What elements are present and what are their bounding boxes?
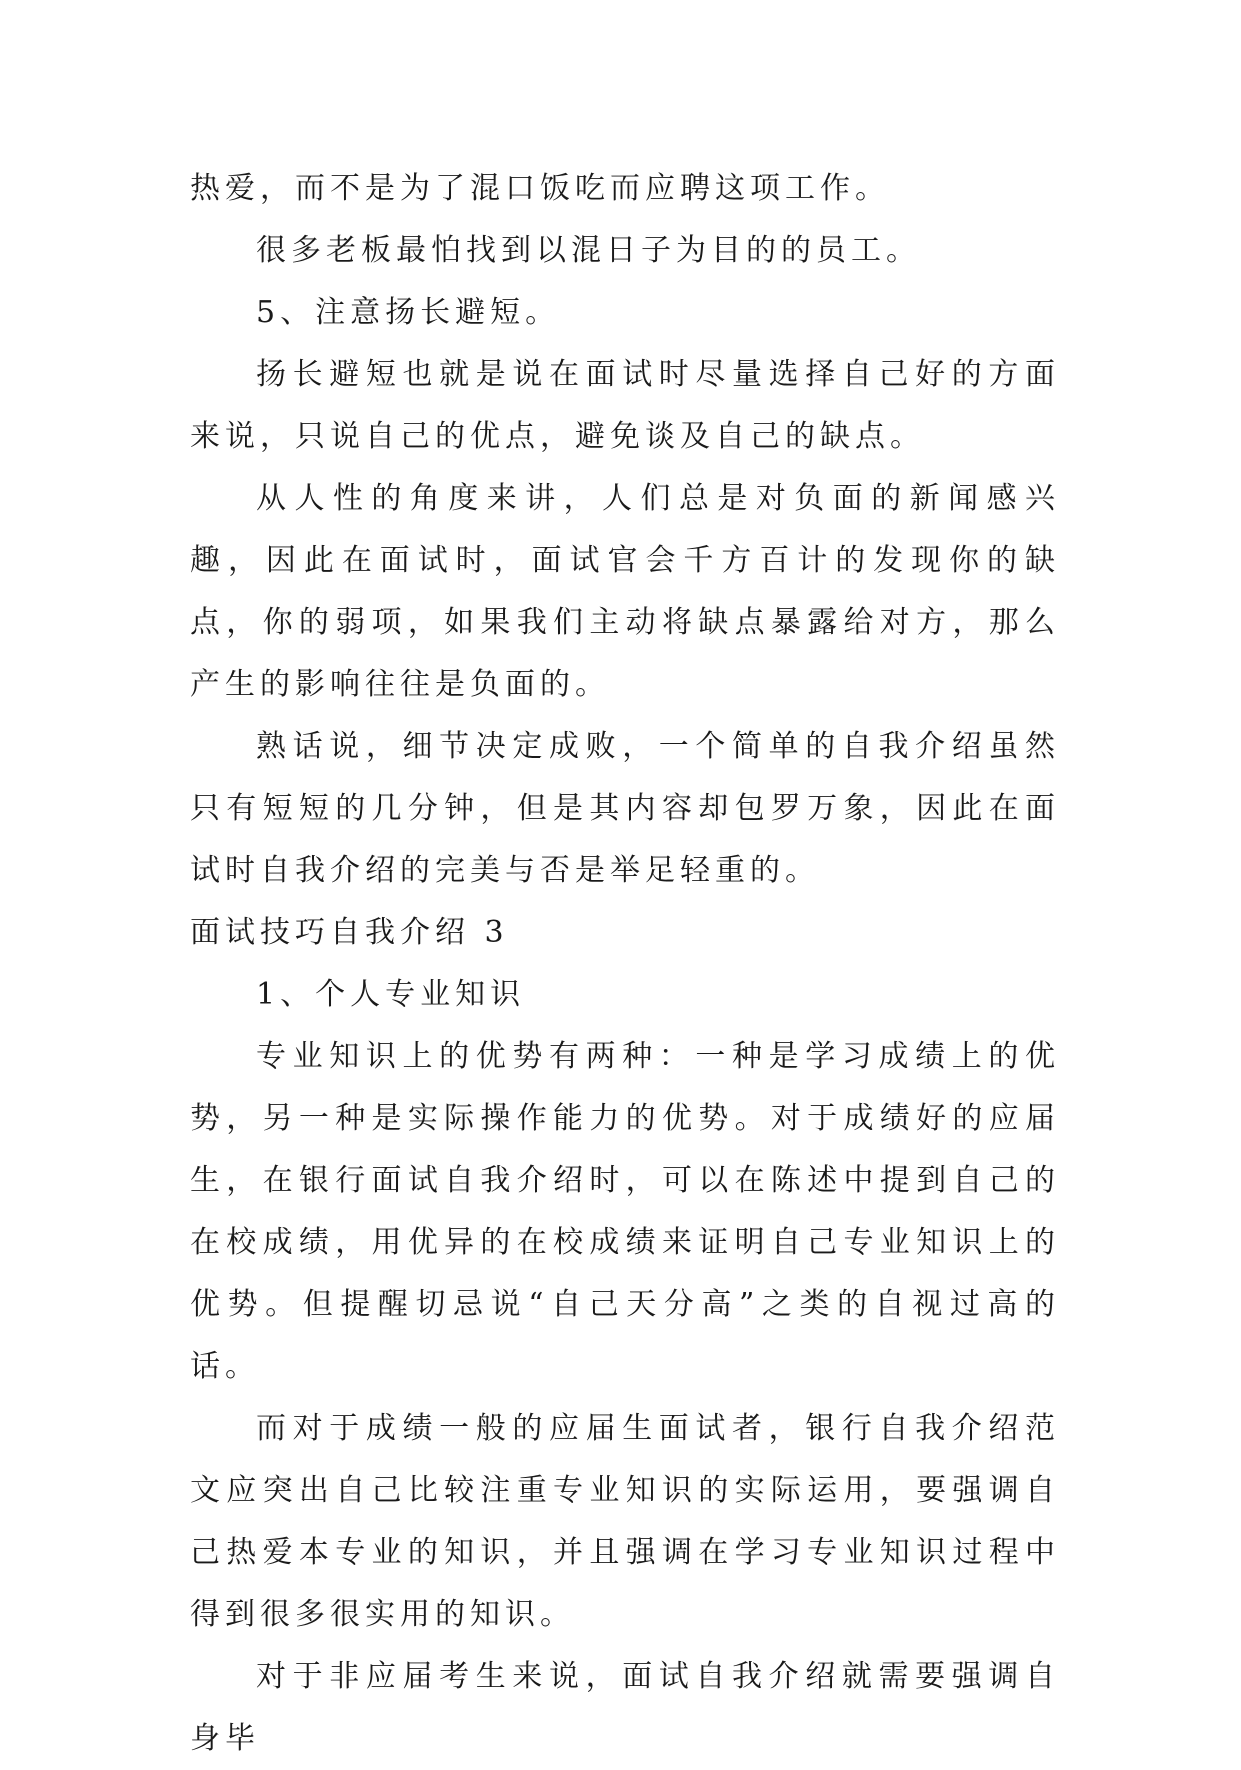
paragraph: 专业知识上的优势有两种：一种是学习成绩上的优势，另一种是实际操作能力的优势。对于成绩好的应届生，在银行面试自我介绍时，可以在陈述中提到自己的在校成绩，用优异的在校成绩来证明自己专业知识上的优势。但提醒切忌说“自己天分高”之类的自视过高的话。: [190, 1039, 1060, 1384]
paragraph: 很多老板最怕找到以混日子为目的的员工。: [256, 233, 921, 268]
paragraph: 从人性的角度来讲，人们总是对负面的新闻感兴趣，因此在面试时，面试官会千方百计的发现你的缺点，你的弱项，如果我们主动将缺点暴露给对方，那么产生的影响往往是负面的。: [190, 481, 1060, 702]
paragraph: 而对于成绩一般的应届生面试者，银行自我介绍范文应突出自己比较注重专业知识的实际运用，要强调自己热爱本专业的知识，并且强调在学习专业知识过程中得到很多很实用的知识。: [190, 1411, 1060, 1632]
paragraph-continued: 热爱，而不是为了混口饭吃而应聘这项工作。: [190, 171, 890, 206]
paragraph: 熟话说，细节决定成败，一个简单的自我介绍虽然只有短短的几分钟，但是其内容却包罗万象，因此在面试时自我介绍的完美与否是举足轻重的。: [190, 729, 1060, 888]
section-heading: 面试技巧自我介绍 3: [190, 915, 509, 950]
numbered-point: 1、个人专业知识: [256, 977, 526, 1012]
paragraph: 扬长避短也就是说在面试时尽量选择自己好的方面来说，只说自己的优点，避免谈及自己的缺点。: [190, 357, 1060, 454]
paragraph-truncated: 对于非应届考生来说，面试自我介绍就需要强调自身毕: [190, 1659, 1060, 1756]
numbered-point: 5、注意扬长避短。: [256, 295, 561, 330]
document-body: [190, 158, 1060, 1770]
